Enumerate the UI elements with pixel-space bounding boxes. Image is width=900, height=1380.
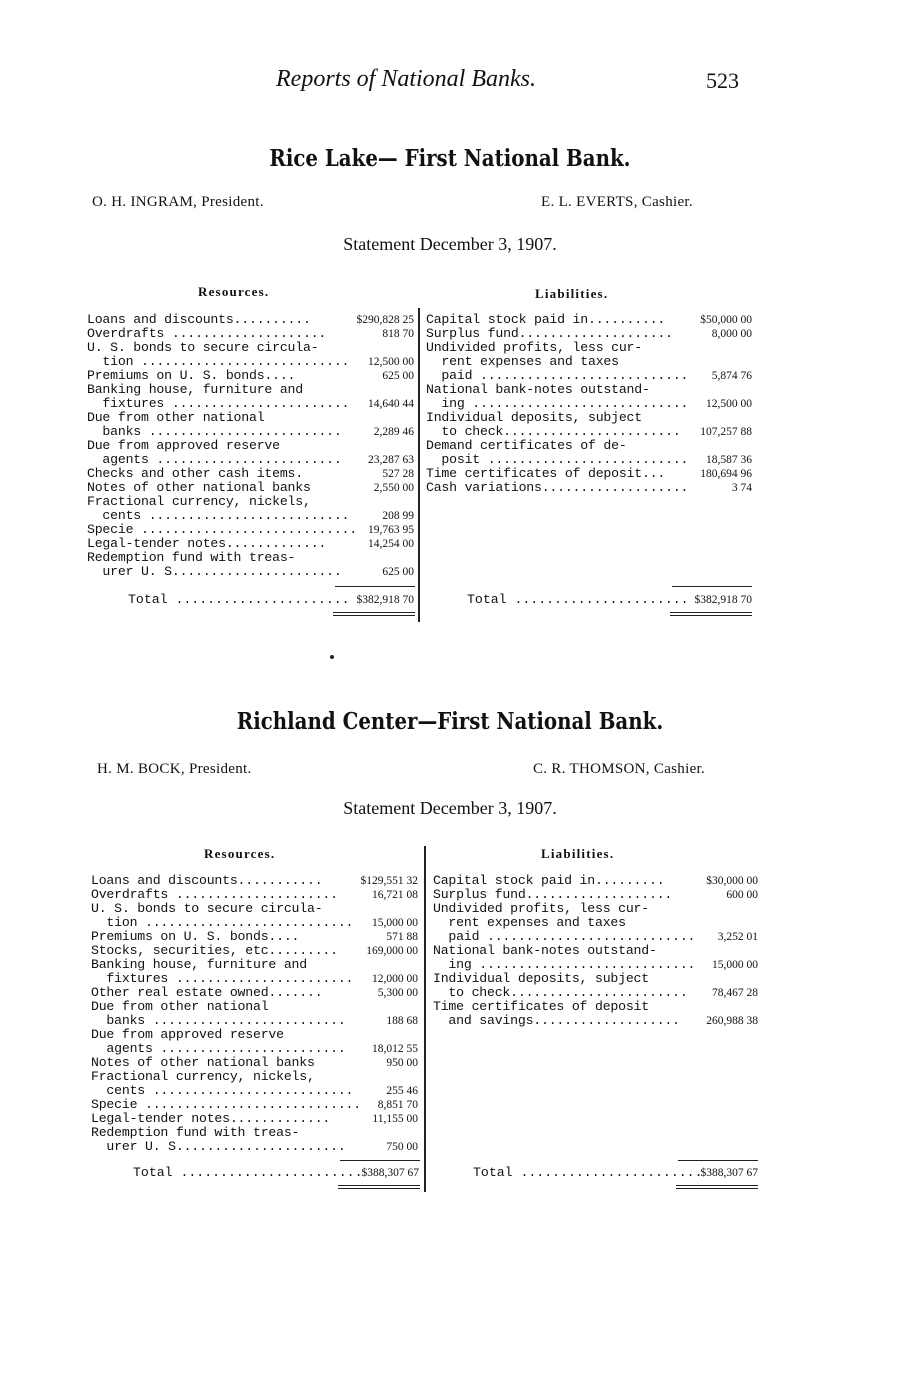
total-double-rule	[670, 615, 752, 616]
resource-row	[87, 495, 414, 509]
resource-row	[87, 523, 414, 537]
liability-row	[426, 327, 752, 341]
liability-row	[433, 888, 758, 902]
row-label: Premiums on U. S. bonds....	[91, 929, 300, 944]
row-amount: 18,012 55	[372, 1043, 418, 1055]
total-double-rule	[676, 1185, 758, 1186]
resource-row	[91, 1000, 418, 1014]
statement-date: Statement December 3, 1907.	[343, 798, 557, 818]
liability-row	[433, 972, 758, 986]
row-amount: 5,874 76	[711, 370, 752, 382]
row-label: Due from other national	[91, 999, 269, 1014]
row-label: Legal-tender notes.............	[87, 536, 327, 551]
liabilities-heading: Liabilities.	[535, 286, 609, 301]
liabilities-total-label: Total ......................	[467, 592, 689, 607]
liability-row	[433, 916, 758, 930]
row-amount: 571 88	[386, 931, 418, 943]
row-amount: 8,851 70	[377, 1099, 418, 1111]
resource-row	[87, 327, 414, 341]
row-amount: 15,000 00	[712, 959, 758, 971]
row-label: agents ........................	[87, 452, 342, 467]
row-amount: 23,287 63	[368, 454, 414, 466]
row-label: Due from approved reserve	[87, 438, 280, 453]
row-amount: 15,000 00	[372, 917, 418, 929]
row-label: Demand certificates of de-	[426, 438, 627, 453]
total-double-rule	[333, 615, 415, 616]
row-label: Loans and discounts..........	[87, 312, 311, 327]
row-amount: 11,155 00	[372, 1113, 418, 1125]
row-label: Specie ............................	[87, 522, 357, 537]
row-amount: 16,721 08	[372, 889, 418, 901]
bank-title: Rice Lake— First National Bank.	[269, 145, 631, 172]
liability-row	[433, 986, 758, 1000]
row-amount: 208 99	[382, 510, 414, 522]
row-amount: 750 00	[386, 1141, 418, 1153]
row-amount: 188 68	[386, 1015, 418, 1027]
resource-row	[87, 467, 414, 481]
row-label: fixtures .......................	[87, 396, 350, 411]
row-label: ing ............................	[433, 957, 696, 972]
row-amount: 8,000 00	[711, 328, 752, 340]
liability-row	[426, 369, 752, 383]
row-label: Checks and other cash items.	[87, 466, 303, 481]
liability-row	[426, 425, 752, 439]
row-label: urer U. S......................	[87, 564, 342, 579]
row-amount: 3 74	[731, 482, 752, 494]
cashier: E. L. EVERTS, Cashier.	[541, 194, 693, 210]
row-amount: 12,500 00	[706, 398, 752, 410]
row-amount: $30,000 00	[706, 875, 758, 887]
row-label: Premiums on U. S. bonds....	[87, 368, 296, 383]
row-amount: 5,300 00	[377, 987, 418, 999]
liabilities-list	[433, 874, 758, 1028]
resource-row	[91, 902, 418, 916]
row-label: paid ...........................	[433, 929, 696, 944]
row-label: National bank-notes outstand-	[433, 943, 657, 958]
row-label: cents ..........................	[87, 508, 350, 523]
liability-row	[433, 874, 758, 888]
row-amount: 2,289 46	[373, 426, 414, 438]
page-number: 523	[706, 68, 739, 93]
row-label: Capital stock paid in.........	[433, 873, 665, 888]
row-label: U. S. bonds to secure circula-	[87, 340, 319, 355]
liabilities-total-label: Total .......................	[473, 1165, 703, 1180]
row-label: banks .........................	[87, 424, 342, 439]
row-amount: 625 00	[382, 370, 414, 382]
resource-row	[87, 341, 414, 355]
resources-total-label: Total ......................	[128, 592, 350, 607]
liabilities-total: $382,918 70	[694, 594, 752, 606]
row-label: ing ............................	[426, 396, 689, 411]
liability-row	[426, 313, 752, 327]
row-label: tion ...........................	[87, 354, 350, 369]
row-label: Notes of other national banks	[91, 1055, 315, 1070]
row-label: U. S. bonds to secure circula-	[91, 901, 323, 916]
resource-row	[87, 439, 414, 453]
row-label: Fractional currency, nickels,	[91, 1069, 315, 1084]
resource-row	[87, 509, 414, 523]
liability-row	[426, 481, 752, 495]
row-label: Legal-tender notes.............	[91, 1111, 331, 1126]
row-label: Time certificates of deposit...	[426, 466, 666, 481]
row-amount: 260,988 38	[706, 1015, 758, 1027]
running-header: Reports of National Banks.	[276, 66, 536, 92]
row-amount: 600 00	[726, 889, 758, 901]
row-label: Stocks, securities, etc.........	[91, 943, 338, 958]
liability-row	[433, 1014, 758, 1028]
total-rule	[678, 1160, 758, 1161]
liability-row	[433, 930, 758, 944]
row-amount: 14,254 00	[368, 538, 414, 550]
row-label: Due from approved reserve	[91, 1027, 284, 1042]
liability-row	[426, 439, 752, 453]
row-amount: 12,000 00	[372, 973, 418, 985]
row-amount: 2,550 00	[373, 482, 414, 494]
resources-total: $388,307 67	[361, 1167, 419, 1179]
row-amount: 107,257 88	[700, 426, 752, 438]
resource-row	[91, 888, 418, 902]
resource-row	[91, 1140, 418, 1154]
resources-list	[87, 313, 414, 579]
resource-row	[87, 565, 414, 579]
resource-row	[87, 397, 414, 411]
row-amount: $129,551 32	[360, 875, 418, 887]
row-label: Due from other national	[87, 410, 265, 425]
row-label: and savings...................	[433, 1013, 680, 1028]
resource-row	[87, 383, 414, 397]
row-amount: 625 00	[382, 566, 414, 578]
liability-row	[433, 958, 758, 972]
row-amount: 3,252 01	[717, 931, 758, 943]
total-double-rule	[338, 1185, 420, 1186]
resource-row	[87, 369, 414, 383]
printer-mark	[330, 655, 334, 659]
liability-row	[433, 944, 758, 958]
resource-row	[87, 355, 414, 369]
row-amount: 18,587 36	[706, 454, 752, 466]
president: H. M. BOCK, President.	[97, 761, 252, 777]
president: O. H. INGRAM, President.	[92, 194, 264, 210]
liability-row	[426, 467, 752, 481]
statement-date: Statement December 3, 1907.	[343, 234, 557, 254]
cashier: C. R. THOMSON, Cashier.	[533, 761, 706, 777]
row-label: urer U. S......................	[91, 1139, 346, 1154]
row-label: Overdrafts ....................	[87, 326, 327, 341]
total-double-rule	[670, 612, 752, 613]
column-divider	[418, 308, 420, 622]
row-label: to check.......................	[433, 985, 688, 1000]
row-label: Banking house, furniture and	[87, 382, 303, 397]
row-label: to check.......................	[426, 424, 681, 439]
row-label: Cash variations...................	[426, 480, 689, 495]
row-label: Undivided profits, less cur-	[433, 901, 649, 916]
row-amount: $290,828 25	[356, 314, 414, 326]
resource-row	[87, 411, 414, 425]
row-amount: 169,000 00	[366, 945, 418, 957]
row-label: National bank-notes outstand-	[426, 382, 650, 397]
resources-total-label: Total .......................	[133, 1165, 363, 1180]
row-amount: $50,000 00	[700, 314, 752, 326]
row-label: Specie ............................	[91, 1097, 361, 1112]
resource-row	[91, 1014, 418, 1028]
resource-row	[87, 481, 414, 495]
row-label: Surplus fund....................	[426, 326, 673, 341]
row-label: fixtures .......................	[91, 971, 354, 986]
row-label: rent expenses and taxes	[433, 915, 626, 930]
row-amount: 950 00	[386, 1057, 418, 1069]
resource-row	[91, 1042, 418, 1056]
row-label: Surplus fund...................	[433, 887, 673, 902]
row-label: Loans and discounts...........	[91, 873, 323, 888]
resource-row	[91, 1126, 418, 1140]
row-label: rent expenses and taxes	[426, 354, 619, 369]
row-label: tion ...........................	[91, 915, 354, 930]
total-rule	[672, 586, 752, 587]
row-amount: 818 70	[382, 328, 414, 340]
resource-row	[87, 551, 414, 565]
resource-row	[91, 958, 418, 972]
resource-row	[91, 1070, 418, 1084]
row-amount: 527 28	[382, 468, 414, 480]
total-rule	[335, 586, 415, 587]
total-double-rule	[333, 612, 415, 613]
resource-row	[91, 986, 418, 1000]
resource-row	[91, 874, 418, 888]
row-label: paid ...........................	[426, 368, 689, 383]
row-amount: 19,763 95	[368, 524, 414, 536]
bank-title: Richland Center—First National Bank.	[236, 708, 664, 735]
resources-heading: Resources.	[198, 284, 270, 299]
resource-row	[91, 1028, 418, 1042]
total-rule	[340, 1160, 420, 1161]
row-label: Time certificates of deposit	[433, 999, 649, 1014]
row-amount: 12,500 00	[368, 356, 414, 368]
liabilities-total: $388,307 67	[700, 1167, 758, 1179]
resource-row	[91, 930, 418, 944]
row-amount: 180,694 96	[700, 468, 752, 480]
liability-row	[433, 902, 758, 916]
liability-row	[426, 355, 752, 369]
resource-row	[91, 1112, 418, 1126]
row-label: agents ........................	[91, 1041, 346, 1056]
row-label: cents ..........................	[91, 1083, 354, 1098]
resource-row	[91, 1098, 418, 1112]
row-label: Overdrafts .....................	[91, 887, 338, 902]
row-label: Individual deposits, subject	[433, 971, 649, 986]
resource-row	[91, 916, 418, 930]
row-label: Notes of other national banks	[87, 480, 311, 495]
resource-row	[91, 1084, 418, 1098]
liability-row	[426, 383, 752, 397]
row-label: Redemption fund with treas-	[87, 550, 296, 565]
liabilities-list	[426, 313, 752, 495]
resources-heading: Resources.	[204, 846, 276, 861]
row-label: posit ..........................	[426, 452, 689, 467]
row-label: Individual deposits, subject	[426, 410, 642, 425]
resource-row	[91, 972, 418, 986]
liability-row	[426, 453, 752, 467]
total-double-rule	[338, 1188, 420, 1189]
row-label: banks .........................	[91, 1013, 346, 1028]
liability-row	[426, 397, 752, 411]
resource-row	[91, 944, 418, 958]
row-amount: 78,467 28	[712, 987, 758, 999]
row-label: Other real estate owned.......	[91, 985, 323, 1000]
resource-row	[91, 1056, 418, 1070]
row-label: Fractional currency, nickels,	[87, 494, 311, 509]
resource-row	[87, 313, 414, 327]
resources-total: $382,918 70	[356, 594, 414, 606]
row-label: Undivided profits, less cur-	[426, 340, 642, 355]
row-label: Redemption fund with treas-	[91, 1125, 300, 1140]
resource-row	[87, 453, 414, 467]
resources-list	[91, 874, 418, 1154]
liability-row	[433, 1000, 758, 1014]
total-double-rule	[676, 1188, 758, 1189]
row-amount: 14,640 44	[368, 398, 414, 410]
row-label: Capital stock paid in..........	[426, 312, 666, 327]
liability-row	[426, 411, 752, 425]
liability-row	[426, 341, 752, 355]
resource-row	[87, 537, 414, 551]
resource-row	[87, 425, 414, 439]
row-label: Banking house, furniture and	[91, 957, 307, 972]
liabilities-heading: Liabilities.	[541, 846, 615, 861]
row-amount: 255 46	[386, 1085, 418, 1097]
column-divider	[424, 846, 426, 1192]
